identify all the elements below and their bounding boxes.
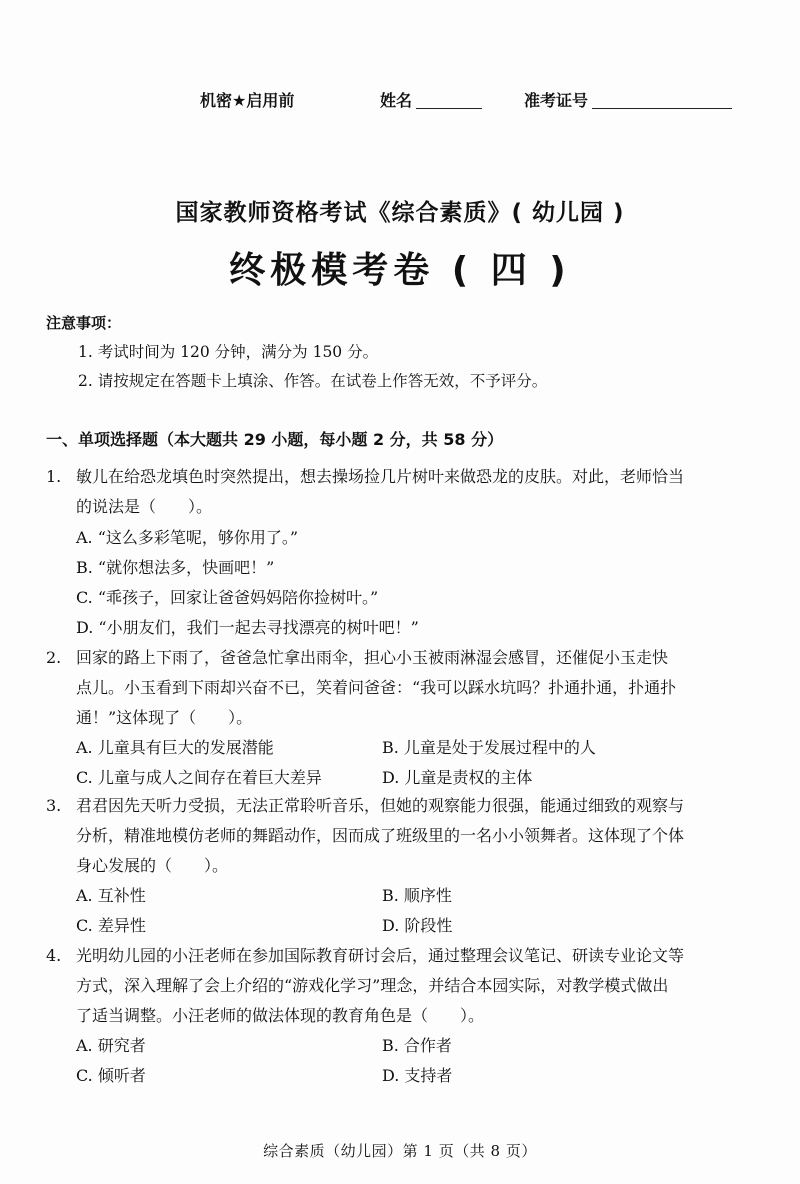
option-c: C. 倾听者: [76, 1066, 146, 1085]
notice-heading: 注意事项：: [46, 314, 122, 332]
question-number: 3.: [46, 796, 62, 815]
notice-item: 2. 请按规定在答题卡上填涂、作答。在试卷上作答无效，不予评分。: [78, 372, 548, 390]
question-stem-line: 光明幼儿园的小汪老师在参加国际教育研讨会后，通过整理会议笔记、研读专业论文等: [76, 946, 685, 965]
ticket-label: 准考证号: [524, 91, 589, 110]
option-a: A. 儿童具有巨大的发展潜能: [76, 738, 274, 757]
ticket-field: [524, 88, 732, 111]
name-label: 姓名: [380, 91, 413, 110]
option-d: D. 儿童是责权的主体: [382, 768, 533, 787]
page-footer: 综合素质（幼儿园）第 1 页（共 8 页）: [263, 1142, 537, 1160]
exam-subtitle: 国家教师资格考试《综合素质》( 幼儿园 ): [175, 200, 625, 226]
question-stem-line: 的说法是（ ）。: [76, 497, 213, 516]
option-c: C. “乖孩子，回家让爸爸妈妈陪你捡树叶。”: [76, 588, 379, 607]
option-c: C. 差异性: [76, 916, 146, 935]
option-d: D. 阶段性: [382, 916, 453, 935]
question-number: 4.: [46, 946, 62, 965]
option-d: D. “小朋友们，我们一起去寻找漂亮的树叶吧！”: [76, 618, 419, 637]
option-b: B. 合作者: [382, 1036, 452, 1055]
question-number: 2.: [46, 648, 62, 667]
question-stem-line: 点儿。小玉看到下雨却兴奋不已，笑着问爸爸：“我可以踩水坑吗？扑通扑通，扑通扑: [76, 678, 677, 697]
question-stem-line: 君君因先天听力受损，无法正常聆听音乐，但她的观察能力很强，能通过细致的观察与: [76, 796, 685, 815]
question-stem-line: 身心发展的（ ）。: [76, 856, 229, 875]
option-a: A. “这么多彩笔呢，够你用了。”: [76, 528, 299, 547]
question-stem-line: 敏儿在给恐龙填色时突然提出，想去操场捡几片树叶来做恐龙的皮肤。对此，老师恰当: [76, 467, 685, 486]
name-blank: [416, 92, 482, 109]
ticket-blank: [592, 92, 732, 109]
exam-title: 终极模考卷 ( 四 ): [229, 250, 571, 291]
notice-item: 1. 考试时间为 120 分钟，满分为 150 分。: [78, 343, 379, 361]
question-stem-line: 了适当调整。小汪老师的做法体现的教育角色是（ ）。: [76, 1006, 485, 1025]
option-d: D. 支持者: [382, 1066, 453, 1085]
name-field: [380, 88, 482, 111]
question-stem-line: 方式，深入理解了会上介绍的“游戏化学习”理念，并结合本园实际，对教学模式做出: [76, 976, 669, 995]
option-b: B. 顺序性: [382, 886, 452, 905]
question-stem-line: 回家的路上下雨了，爸爸急忙拿出雨伞，担心小玉被雨淋湿会感冒，还催促小玉走快: [76, 648, 669, 667]
option-b: B. 儿童是处于发展过程中的人: [382, 738, 596, 757]
option-c: C. 儿童与成人之间存在着巨大差异: [76, 768, 322, 787]
option-a: A. 研究者: [76, 1036, 146, 1055]
section-heading: 一、单项选择题（本大题共 29 小题，每小题 2 分，共 58 分）: [46, 430, 504, 449]
option-b: B. “就你想法多，快画吧！”: [76, 558, 275, 577]
question-stem-line: 分析，精准地模仿老师的舞蹈动作，因而成了班级里的一名小小领舞者。这体现了个体: [76, 826, 685, 845]
confidential-label: 机密★启用前: [200, 91, 295, 110]
question-number: 1.: [46, 467, 62, 486]
option-a: A. 互补性: [76, 886, 146, 905]
question-stem-line: 通！”这体现了（ ）。: [76, 708, 253, 727]
